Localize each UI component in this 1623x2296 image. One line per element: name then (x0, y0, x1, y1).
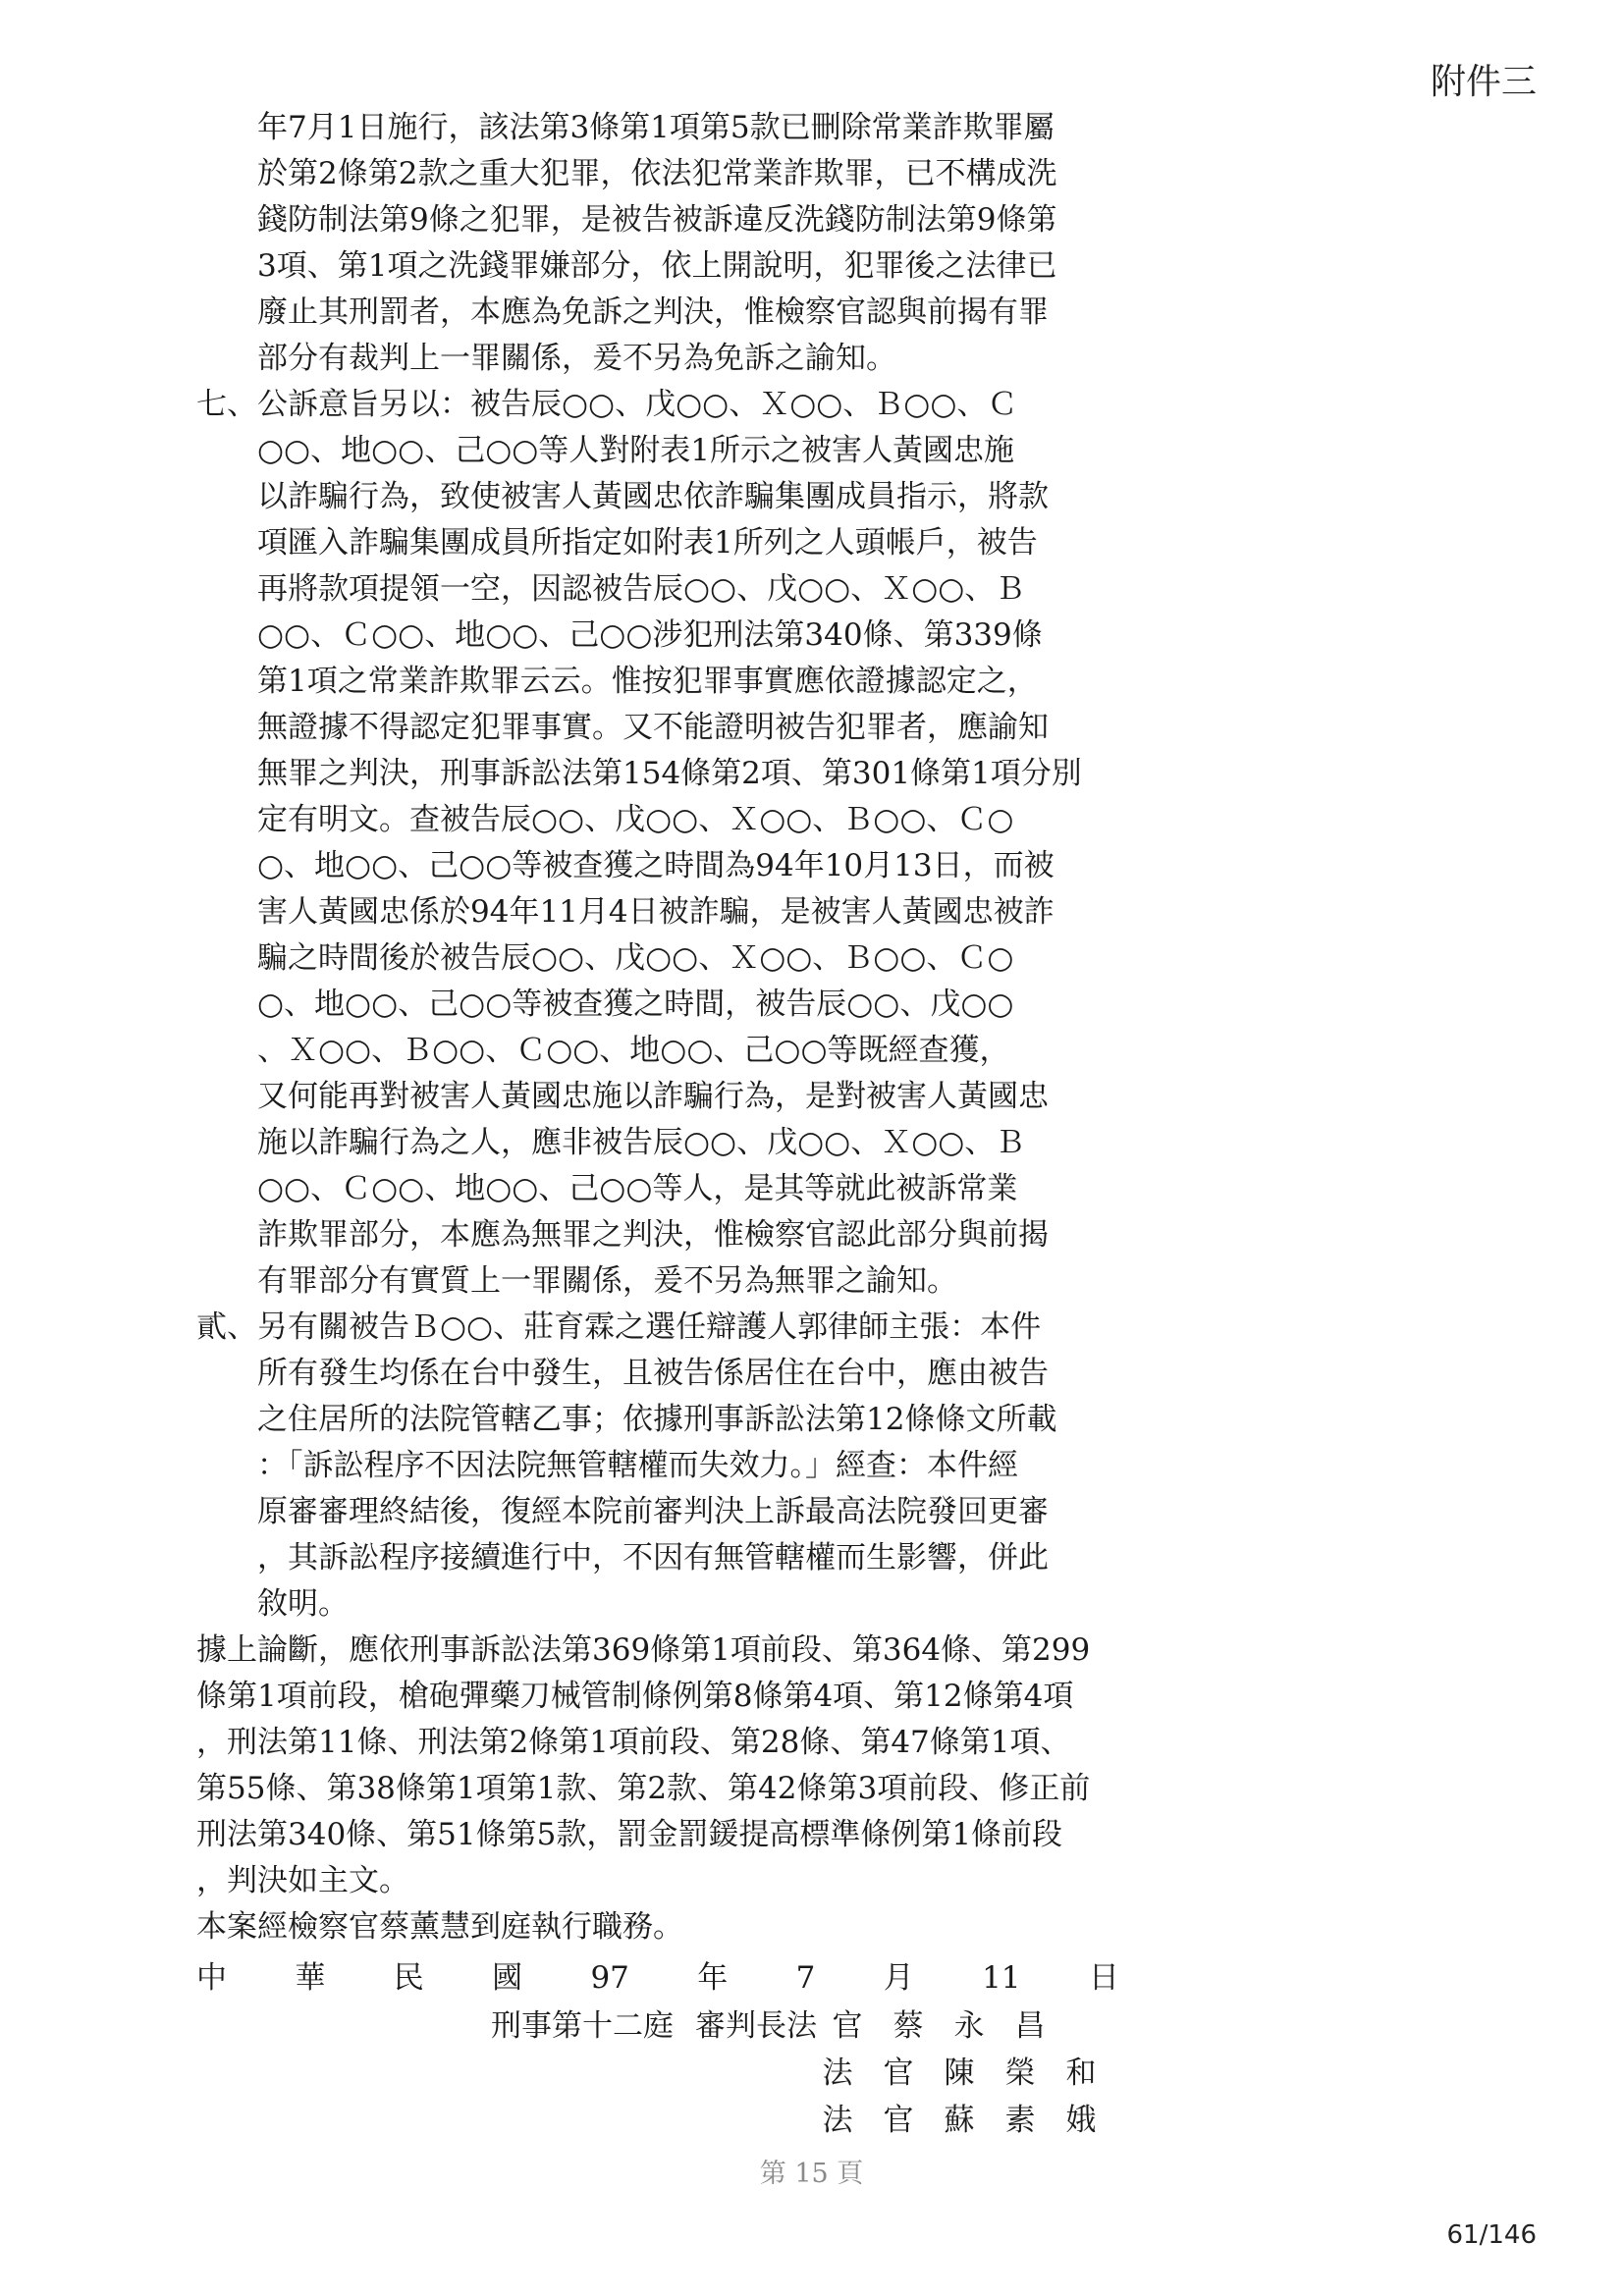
text-line (196, 566, 1119, 613)
sig-char: 蘇 (944, 2103, 975, 2138)
text-line (196, 935, 1119, 982)
sig-char: 榮 (1004, 2056, 1036, 2091)
sig-char: 官 (832, 2008, 863, 2044)
text-line (196, 1535, 1119, 1581)
line-text: 無罪之判決，刑事訴訟法第154條第2項、第301條第1項分別 (257, 756, 1082, 791)
sig-char: 法 (822, 2103, 853, 2138)
text-line (196, 889, 1119, 935)
date-part: 華 (295, 1960, 326, 1996)
judgment-date (196, 1955, 1119, 2002)
date-part: 中 (196, 1960, 227, 1996)
text-line (196, 1397, 1119, 1443)
line-text: 有罪部分有實質上一罪關係，爰不另為無罪之諭知。 (257, 1263, 957, 1299)
line-text: ○○、Ｃ○○、地○○、己○○等人，是其等就此被訴常業 (257, 1171, 1018, 1206)
text-line (196, 105, 1119, 151)
text-line (196, 797, 1119, 843)
text-line (196, 290, 1119, 336)
text-line (196, 705, 1119, 751)
line-text: 本案經檢察官蔡薰慧到庭執行職務。 (196, 1909, 683, 1945)
page-number-label: 第 15 頁 (759, 2159, 864, 2189)
line-text: 於第2條第2款之重大犯罪，依法犯常業詐欺罪，已不構成洗 (257, 156, 1057, 191)
text-line (196, 336, 1119, 382)
text-line (196, 243, 1119, 290)
line-text: 刑法第340條、第51條第5款，罰金罰鍰提高標準條例第1條前段 (196, 1817, 1063, 1852)
line-text: ，判決如主文。 (196, 1863, 409, 1898)
date-part: 11 (982, 1960, 1021, 1996)
line-text: 敘明。 (257, 1586, 349, 1622)
line-text: 詐欺罪部分，本應為無罪之判決，惟檢察官認此部分與前揭 (257, 1217, 1049, 1253)
sig-char: 昌 (1014, 2008, 1046, 2044)
line-text: 害人黃國忠係於94年11月4日被詐騙，是被害人黃國忠被詐 (257, 894, 1055, 930)
sig-char: 素 (1004, 2103, 1036, 2138)
line-text: 公訴意旨另以：被告辰○○、戊○○、Ｘ○○、Ｂ○○、Ｃ (257, 387, 1018, 422)
sig-char: 永 (953, 2008, 985, 2044)
text-line (196, 1258, 1119, 1305)
text-line (196, 982, 1119, 1028)
text-line (196, 1858, 1119, 1904)
line-text: 錢防制法第9條之犯罪，是被告被訴違反洗錢防制法第9條第 (257, 202, 1057, 238)
text-line (196, 1720, 1119, 1766)
line-text: 施以詐騙行為之人，應非被告辰○○、戊○○、Ｘ○○、Ｂ (257, 1125, 1026, 1160)
signature-judge-2 (807, 2051, 1111, 2097)
date-part: 97 (590, 1960, 629, 1996)
line-text: 無證據不得認定犯罪事實。又不能證明被告犯罪者，應諭知 (257, 710, 1049, 745)
sig-char: 娥 (1065, 2103, 1097, 2138)
line-text: 定有明文。查被告辰○○、戊○○、Ｘ○○、Ｂ○○、Ｃ○ (257, 802, 1014, 837)
sig-char: 官 (883, 2056, 914, 2091)
text-line (196, 428, 1119, 474)
date-part: 7 (795, 1960, 816, 1996)
text-line (196, 1212, 1119, 1258)
line-text: 項匯入詐騙集團成員所指定如附表1所列之人頭帳戶，被告 (257, 525, 1038, 561)
text-line (196, 1166, 1119, 1212)
sig-char: 陳 (944, 2056, 975, 2091)
line-text: 另有關被告Ｂ○○、莊育霖之選任辯護人郭律師主張：本件 (257, 1309, 1042, 1345)
text-line (196, 1812, 1119, 1858)
court-division: 刑事第十二庭 (491, 2008, 674, 2044)
attachment-label: 附件三 (1430, 62, 1537, 102)
text-line (196, 1074, 1119, 1120)
text-line (196, 474, 1119, 520)
line-text: 再將款項提領一空，因認被告辰○○、戊○○、Ｘ○○、Ｂ (257, 571, 1026, 607)
judgment-body (196, 105, 1119, 1950)
line-text: 又何能再對被害人黃國忠施以詐騙行為，是對被害人黃國忠 (257, 1079, 1049, 1114)
text-line (196, 1904, 1119, 1950)
line-text: ○○、Ｃ○○、地○○、己○○涉犯刑法第340條、第339條 (257, 617, 1043, 653)
text-line (196, 1581, 1119, 1628)
line-text: ：「訴訟程序不因法院無管轄權而失效力。」經查：本件經 (257, 1448, 1018, 1483)
line-text: ，刑法第11條、刑法第2條第1項前段、第28條、第47條第1項、 (196, 1725, 1071, 1760)
signature-judge-3 (807, 2098, 1111, 2144)
text-line (196, 1443, 1119, 1489)
text-line (196, 1766, 1119, 1812)
line-text: 原審審理終結後，復經本院前審判決上訴最高法院發回更審 (257, 1494, 1049, 1529)
section-marker: 貳、 (196, 1309, 257, 1345)
sig-char: 官 (883, 2103, 914, 2138)
line-text: 第55條、第38條第1項第1款、第2款、第42條第3項前段、修正前 (196, 1771, 1091, 1806)
date-part: 年 (697, 1960, 729, 1996)
line-text: 條第1項前段，槍砲彈藥刀械管制條例第8條第4項、第12條第4項 (196, 1679, 1074, 1714)
text-line (196, 1028, 1119, 1074)
presiding-title: 審判長法 (695, 2008, 817, 2044)
line-text: 所有發生均係在台中發生，且被告係居住在台中，應由被告 (257, 1356, 1049, 1391)
line-text: 3項、第1項之洗錢罪嫌部分，依上開說明，犯罪後之法律已 (257, 248, 1057, 284)
text-line (196, 382, 1119, 428)
line-text: 據上論斷，應依刑事訴訟法第369條第1項前段、第364條、第299 (196, 1632, 1091, 1668)
text-line (196, 197, 1119, 243)
line-text: ○、地○○、己○○等被查獲之時間，被告辰○○、戊○○ (257, 987, 1014, 1022)
line-text: 之住居所的法院管轄乙事；依據刑事訴訟法第12條條文所載 (257, 1402, 1057, 1437)
date-part: 國 (492, 1960, 523, 1996)
line-text: 騙之時間後於被告辰○○、戊○○、Ｘ○○、Ｂ○○、Ｃ○ (257, 940, 1014, 976)
line-text: 廢止其刑罰者，本應為免訴之判決，惟檢察官認與前揭有罪 (257, 294, 1049, 330)
line-text: ○、地○○、己○○等被查獲之時間為94年10月13日，而被 (257, 848, 1055, 883)
text-line (196, 1120, 1119, 1166)
text-line (196, 1628, 1119, 1674)
date-part: 日 (1088, 1960, 1119, 1996)
line-text: ，其訴訟程序接續進行中，不因有無管轄權而生影響，併此 (257, 1540, 1049, 1575)
sig-char: 和 (1065, 2056, 1097, 2091)
sig-char: 蔡 (893, 2008, 924, 2044)
date-part: 民 (393, 1960, 424, 1996)
line-text: 第1項之常業詐欺罪云云。惟按犯罪事實應依證據認定之， (257, 664, 1038, 699)
page-counter: 61/146 (1446, 2220, 1537, 2250)
line-text: 年7月1日施行，該法第3條第1項第5款已刪除常業詐欺罪屬 (257, 110, 1055, 145)
text-line (196, 1305, 1119, 1351)
text-line (196, 1351, 1119, 1397)
text-line (196, 659, 1119, 705)
line-text: 部分有裁判上一罪關係，爰不另為免訴之諭知。 (257, 341, 896, 376)
text-line (196, 1489, 1119, 1535)
text-line (196, 520, 1119, 566)
line-text: 、Ｘ○○、Ｂ○○、Ｃ○○、地○○、己○○等既經查獲， (257, 1033, 1010, 1068)
text-line (196, 151, 1119, 197)
section-marker: 七、 (196, 387, 257, 422)
text-line (196, 613, 1119, 659)
sig-char: 法 (822, 2056, 853, 2091)
text-line (196, 751, 1119, 797)
date-part: 月 (883, 1960, 914, 1996)
text-line (196, 1674, 1119, 1720)
text-line (196, 843, 1119, 889)
signature-presiding-judge (491, 2003, 1060, 2050)
line-text: 以詐騙行為，致使被害人黃國忠依詐騙集團成員指示，將款 (257, 479, 1049, 514)
line-text: ○○、地○○、己○○等人對附表1所示之被害人黃國忠施 (257, 433, 1015, 468)
